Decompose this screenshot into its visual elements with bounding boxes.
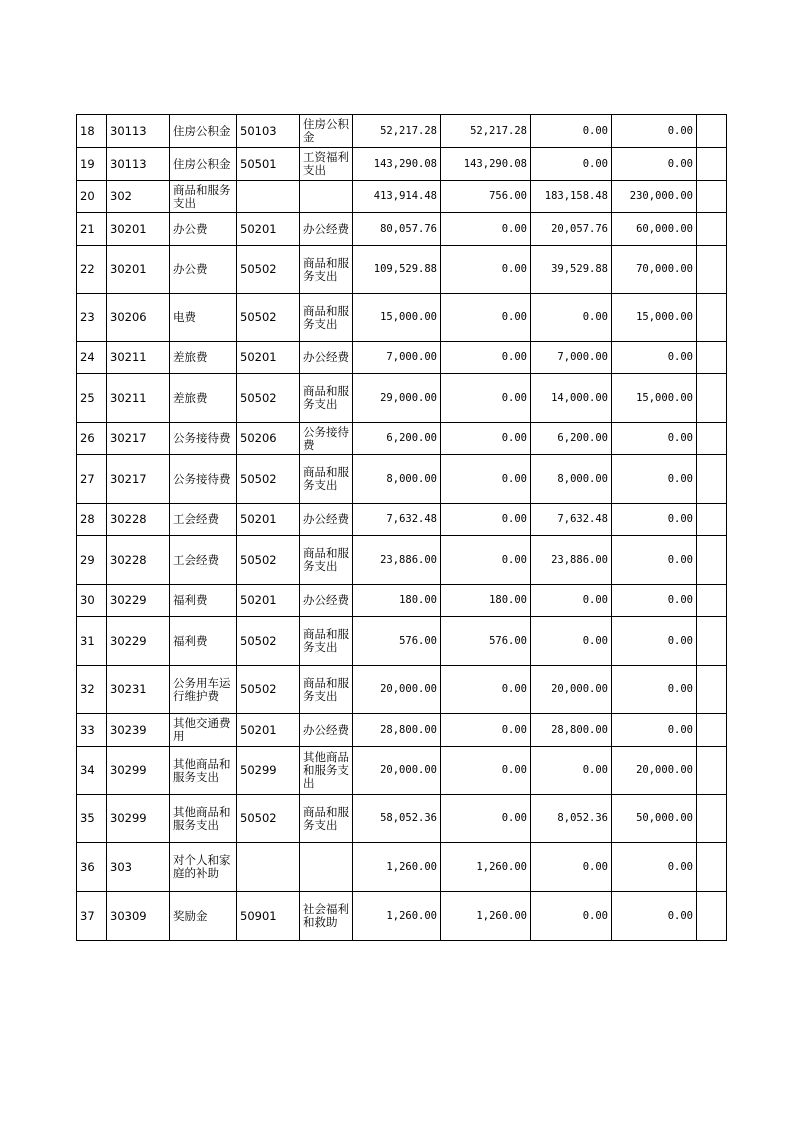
total-amount-cell: 15,000.00 <box>353 294 441 342</box>
other-amount-cell: 70,000.00 <box>612 246 697 294</box>
table-row <box>77 666 727 714</box>
table-row <box>77 148 727 181</box>
other-amount-cell: 0.00 <box>612 504 697 536</box>
econ-code-cell: 30239 <box>107 714 170 747</box>
project-amount-cell: 0.00 <box>531 115 612 148</box>
other-amount-cell: 0.00 <box>612 148 697 181</box>
gov-code-cell: 50501 <box>237 148 300 181</box>
gov-code-cell: 50502 <box>237 666 300 714</box>
other-amount-cell: 0.00 <box>612 617 697 666</box>
total-amount-cell: 20,000.00 <box>353 666 441 714</box>
total-amount-cell: 52,217.28 <box>353 115 441 148</box>
total-amount-cell: 80,057.76 <box>353 213 441 246</box>
gov-code-cell: 50201 <box>237 213 300 246</box>
row-number-cell: 22 <box>77 246 107 294</box>
econ-name-cell: 福利费 <box>170 585 237 617</box>
basic-amount-cell: 0.00 <box>441 213 531 246</box>
econ-name-cell: 住房公积金 <box>170 115 237 148</box>
table-row <box>77 213 727 246</box>
econ-name-cell: 工会经费 <box>170 536 237 585</box>
project-amount-cell: 0.00 <box>531 843 612 892</box>
other-amount-cell: 0.00 <box>612 843 697 892</box>
row-number-cell: 28 <box>77 504 107 536</box>
basic-amount-cell: 0.00 <box>441 374 531 423</box>
econ-code-cell: 30299 <box>107 795 170 843</box>
econ-name-cell: 差旅费 <box>170 342 237 374</box>
table-row <box>77 294 727 342</box>
econ-code-cell: 30113 <box>107 148 170 181</box>
gov-code-cell: 50502 <box>237 795 300 843</box>
econ-code-cell: 30229 <box>107 585 170 617</box>
econ-code-cell: 302 <box>107 181 170 213</box>
gov-code-cell: 50201 <box>237 504 300 536</box>
table-row <box>77 747 727 795</box>
gov-name-cell: 商品和服务支出 <box>300 374 353 423</box>
econ-name-cell: 公务接待费 <box>170 455 237 504</box>
total-amount-cell: 23,886.00 <box>353 536 441 585</box>
gov-name-cell: 商品和服务支出 <box>300 455 353 504</box>
empty-cell <box>697 455 727 504</box>
row-number-cell: 24 <box>77 342 107 374</box>
row-number-cell: 31 <box>77 617 107 666</box>
econ-name-cell: 电费 <box>170 294 237 342</box>
econ-name-cell: 其他商品和服务支出 <box>170 747 237 795</box>
total-amount-cell: 1,260.00 <box>353 843 441 892</box>
basic-amount-cell: 0.00 <box>441 666 531 714</box>
table-row <box>77 342 727 374</box>
gov-name-cell: 商品和服务支出 <box>300 666 353 714</box>
total-amount-cell: 143,290.08 <box>353 148 441 181</box>
econ-code-cell: 30201 <box>107 213 170 246</box>
econ-code-cell: 30113 <box>107 115 170 148</box>
project-amount-cell: 0.00 <box>531 617 612 666</box>
empty-cell <box>697 246 727 294</box>
econ-code-cell: 30206 <box>107 294 170 342</box>
table-row <box>77 115 727 148</box>
econ-code-cell: 30309 <box>107 892 170 941</box>
total-amount-cell: 413,914.48 <box>353 181 441 213</box>
gov-name-cell: 住房公积金 <box>300 115 353 148</box>
gov-code-cell: 50502 <box>237 536 300 585</box>
empty-cell <box>697 892 727 941</box>
project-amount-cell: 20,057.76 <box>531 213 612 246</box>
table-row <box>77 246 727 294</box>
econ-name-cell: 商品和服务支出 <box>170 181 237 213</box>
gov-name-cell: 工资福利支出 <box>300 148 353 181</box>
empty-cell <box>697 181 727 213</box>
gov-name-cell: 商品和服务支出 <box>300 246 353 294</box>
empty-cell <box>697 374 727 423</box>
project-amount-cell: 23,886.00 <box>531 536 612 585</box>
basic-amount-cell: 180.00 <box>441 585 531 617</box>
row-number-cell: 30 <box>77 585 107 617</box>
econ-code-cell: 30211 <box>107 342 170 374</box>
other-amount-cell: 15,000.00 <box>612 374 697 423</box>
gov-name-cell: 办公经费 <box>300 585 353 617</box>
gov-code-cell <box>237 181 300 213</box>
empty-cell <box>697 423 727 455</box>
econ-code-cell: 30201 <box>107 246 170 294</box>
gov-code-cell: 50201 <box>237 342 300 374</box>
total-amount-cell: 1,260.00 <box>353 892 441 941</box>
row-number-cell: 37 <box>77 892 107 941</box>
gov-code-cell: 50502 <box>237 617 300 666</box>
empty-cell <box>697 843 727 892</box>
project-amount-cell: 14,000.00 <box>531 374 612 423</box>
total-amount-cell: 58,052.36 <box>353 795 441 843</box>
project-amount-cell: 0.00 <box>531 747 612 795</box>
econ-code-cell: 30231 <box>107 666 170 714</box>
basic-amount-cell: 1,260.00 <box>441 892 531 941</box>
gov-name-cell: 商品和服务支出 <box>300 536 353 585</box>
basic-amount-cell: 0.00 <box>441 246 531 294</box>
gov-code-cell: 50206 <box>237 423 300 455</box>
gov-name-cell: 社会福利和救助 <box>300 892 353 941</box>
project-amount-cell: 8,052.36 <box>531 795 612 843</box>
econ-code-cell: 30217 <box>107 455 170 504</box>
econ-name-cell: 其他交通费用 <box>170 714 237 747</box>
table-row <box>77 585 727 617</box>
other-amount-cell: 0.00 <box>612 892 697 941</box>
gov-code-cell <box>237 843 300 892</box>
econ-name-cell: 工会经费 <box>170 504 237 536</box>
row-number-cell: 32 <box>77 666 107 714</box>
gov-name-cell: 其他商品和服务支出 <box>300 747 353 795</box>
total-amount-cell: 8,000.00 <box>353 455 441 504</box>
other-amount-cell: 50,000.00 <box>612 795 697 843</box>
row-number-cell: 27 <box>77 455 107 504</box>
table-row <box>77 536 727 585</box>
basic-amount-cell: 0.00 <box>441 342 531 374</box>
other-amount-cell: 0.00 <box>612 666 697 714</box>
other-amount-cell: 0.00 <box>612 455 697 504</box>
row-number-cell: 34 <box>77 747 107 795</box>
row-number-cell: 19 <box>77 148 107 181</box>
project-amount-cell: 39,529.88 <box>531 246 612 294</box>
project-amount-cell: 7,632.48 <box>531 504 612 536</box>
row-number-cell: 18 <box>77 115 107 148</box>
gov-code-cell: 50901 <box>237 892 300 941</box>
gov-name-cell: 办公经费 <box>300 213 353 246</box>
project-amount-cell: 6,200.00 <box>531 423 612 455</box>
table-row <box>77 714 727 747</box>
row-number-cell: 35 <box>77 795 107 843</box>
other-amount-cell: 0.00 <box>612 585 697 617</box>
econ-name-cell: 公务用车运行维护费 <box>170 666 237 714</box>
basic-amount-cell: 756.00 <box>441 181 531 213</box>
econ-code-cell: 30299 <box>107 747 170 795</box>
table-row <box>77 843 727 892</box>
basic-amount-cell: 0.00 <box>441 714 531 747</box>
gov-code-cell: 50502 <box>237 246 300 294</box>
econ-code-cell: 30217 <box>107 423 170 455</box>
empty-cell <box>697 714 727 747</box>
econ-name-cell: 公务接待费 <box>170 423 237 455</box>
basic-amount-cell: 1,260.00 <box>441 843 531 892</box>
row-number-cell: 36 <box>77 843 107 892</box>
other-amount-cell: 0.00 <box>612 536 697 585</box>
econ-name-cell: 奖励金 <box>170 892 237 941</box>
row-number-cell: 33 <box>77 714 107 747</box>
table-row <box>77 455 727 504</box>
econ-code-cell: 303 <box>107 843 170 892</box>
basic-amount-cell: 0.00 <box>441 795 531 843</box>
project-amount-cell: 8,000.00 <box>531 455 612 504</box>
other-amount-cell: 0.00 <box>612 115 697 148</box>
row-number-cell: 21 <box>77 213 107 246</box>
table-row <box>77 795 727 843</box>
gov-name-cell: 商品和服务支出 <box>300 795 353 843</box>
row-number-cell: 29 <box>77 536 107 585</box>
empty-cell <box>697 115 727 148</box>
other-amount-cell: 0.00 <box>612 342 697 374</box>
total-amount-cell: 28,800.00 <box>353 714 441 747</box>
total-amount-cell: 109,529.88 <box>353 246 441 294</box>
basic-amount-cell: 0.00 <box>441 536 531 585</box>
other-amount-cell: 20,000.00 <box>612 747 697 795</box>
basic-amount-cell: 0.00 <box>441 423 531 455</box>
total-amount-cell: 7,000.00 <box>353 342 441 374</box>
other-amount-cell: 0.00 <box>612 423 697 455</box>
total-amount-cell: 29,000.00 <box>353 374 441 423</box>
table-row <box>77 181 727 213</box>
gov-code-cell: 50201 <box>237 585 300 617</box>
basic-amount-cell: 52,217.28 <box>441 115 531 148</box>
econ-code-cell: 30211 <box>107 374 170 423</box>
empty-cell <box>697 666 727 714</box>
table-row <box>77 423 727 455</box>
table-body <box>77 115 727 941</box>
econ-code-cell: 30228 <box>107 504 170 536</box>
empty-cell <box>697 294 727 342</box>
project-amount-cell: 0.00 <box>531 585 612 617</box>
budget-table <box>76 114 727 941</box>
basic-amount-cell: 0.00 <box>441 747 531 795</box>
empty-cell <box>697 148 727 181</box>
gov-name-cell: 商品和服务支出 <box>300 294 353 342</box>
table-row <box>77 892 727 941</box>
row-number-cell: 25 <box>77 374 107 423</box>
project-amount-cell: 0.00 <box>531 892 612 941</box>
total-amount-cell: 20,000.00 <box>353 747 441 795</box>
other-amount-cell: 0.00 <box>612 714 697 747</box>
empty-cell <box>697 747 727 795</box>
gov-code-cell: 50299 <box>237 747 300 795</box>
basic-amount-cell: 0.00 <box>441 455 531 504</box>
project-amount-cell: 20,000.00 <box>531 666 612 714</box>
gov-code-cell: 50502 <box>237 294 300 342</box>
empty-cell <box>697 617 727 666</box>
gov-name-cell: 公务接待费 <box>300 423 353 455</box>
other-amount-cell: 230,000.00 <box>612 181 697 213</box>
other-amount-cell: 15,000.00 <box>612 294 697 342</box>
gov-name-cell: 办公经费 <box>300 342 353 374</box>
econ-code-cell: 30228 <box>107 536 170 585</box>
total-amount-cell: 6,200.00 <box>353 423 441 455</box>
empty-cell <box>697 342 727 374</box>
basic-amount-cell: 0.00 <box>441 504 531 536</box>
empty-cell <box>697 585 727 617</box>
gov-name-cell: 办公经费 <box>300 714 353 747</box>
econ-code-cell: 30229 <box>107 617 170 666</box>
row-number-cell: 23 <box>77 294 107 342</box>
project-amount-cell: 7,000.00 <box>531 342 612 374</box>
empty-cell <box>697 795 727 843</box>
gov-code-cell: 50502 <box>237 374 300 423</box>
gov-name-cell <box>300 843 353 892</box>
row-number-cell: 26 <box>77 423 107 455</box>
gov-name-cell: 商品和服务支出 <box>300 617 353 666</box>
table-row <box>77 617 727 666</box>
total-amount-cell: 576.00 <box>353 617 441 666</box>
gov-name-cell <box>300 181 353 213</box>
total-amount-cell: 7,632.48 <box>353 504 441 536</box>
table-row <box>77 504 727 536</box>
econ-name-cell: 对个人和家庭的补助 <box>170 843 237 892</box>
project-amount-cell: 0.00 <box>531 294 612 342</box>
econ-name-cell: 福利费 <box>170 617 237 666</box>
table-row <box>77 374 727 423</box>
gov-code-cell: 50201 <box>237 714 300 747</box>
other-amount-cell: 60,000.00 <box>612 213 697 246</box>
basic-amount-cell: 0.00 <box>441 294 531 342</box>
gov-name-cell: 办公经费 <box>300 504 353 536</box>
basic-amount-cell: 576.00 <box>441 617 531 666</box>
econ-name-cell: 办公费 <box>170 213 237 246</box>
project-amount-cell: 183,158.48 <box>531 181 612 213</box>
econ-name-cell: 其他商品和服务支出 <box>170 795 237 843</box>
basic-amount-cell: 143,290.08 <box>441 148 531 181</box>
total-amount-cell: 180.00 <box>353 585 441 617</box>
econ-name-cell: 住房公积金 <box>170 148 237 181</box>
econ-name-cell: 差旅费 <box>170 374 237 423</box>
project-amount-cell: 0.00 <box>531 148 612 181</box>
gov-code-cell: 50103 <box>237 115 300 148</box>
gov-code-cell: 50502 <box>237 455 300 504</box>
project-amount-cell: 28,800.00 <box>531 714 612 747</box>
empty-cell <box>697 213 727 246</box>
econ-name-cell: 办公费 <box>170 246 237 294</box>
empty-cell <box>697 504 727 536</box>
empty-cell <box>697 536 727 585</box>
row-number-cell: 20 <box>77 181 107 213</box>
